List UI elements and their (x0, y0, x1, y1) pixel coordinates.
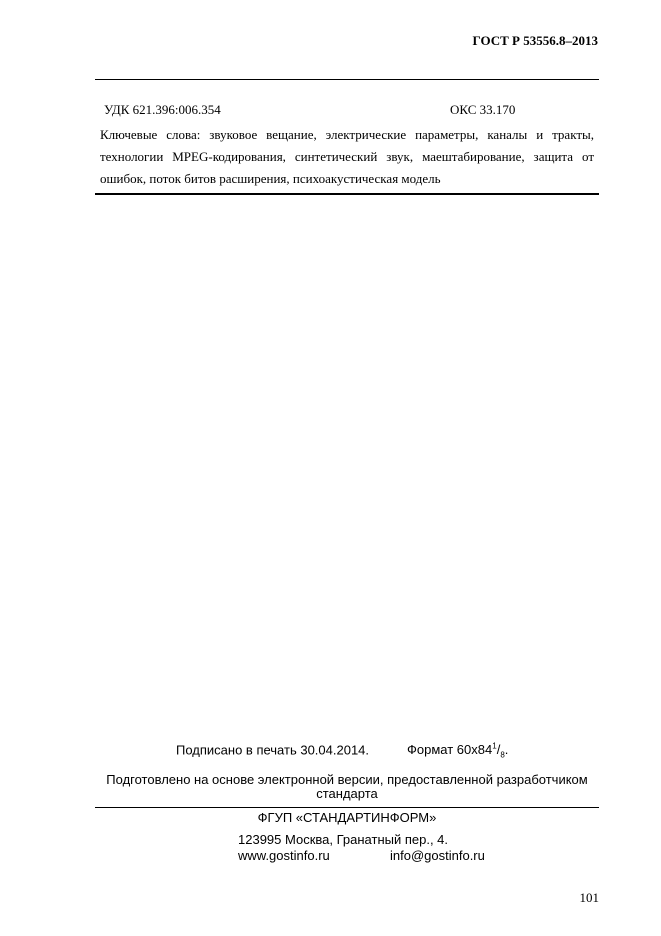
oks-code: ОКС 33.170 (450, 102, 516, 117)
print-info-line (176, 742, 508, 760)
page-number: 101 (579, 890, 599, 905)
imprint-divider (95, 807, 599, 808)
prepared-note: Подготовлено на основе электронной версии, предоставленной разработчиком стандарта (106, 772, 588, 801)
website-link[interactable]: www.gostinfo.ru (238, 848, 330, 863)
publisher-name: ФГУП «СТАНДАРТИНФОРМ» (257, 810, 437, 825)
email-link[interactable]: info@gostinfo.ru (390, 848, 485, 863)
standard-code: ГОСТ Р 53556.8–2013 (472, 33, 598, 48)
keywords-paragraph: Ключевые слова: звуковое вещание, электрические параметры, каналы и тракты, технологии MPEG-кодирования, синтетический звук, маештабирование, защита от ошибок, поток битов расширения, психоакустическая модель (100, 127, 594, 186)
udk-code: УДК 621.396:006.354 (104, 102, 221, 117)
keywords-divider (95, 193, 599, 195)
signed-date: Подписано в печать 30.04.2014. (176, 742, 370, 758)
publisher-address: 123995 Москва, Гранатный пер., 4. (238, 832, 449, 847)
contact-line (238, 848, 485, 863)
header-divider (95, 79, 599, 80)
paper-format: Формат $60x84^1/_8$. (407, 742, 509, 760)
